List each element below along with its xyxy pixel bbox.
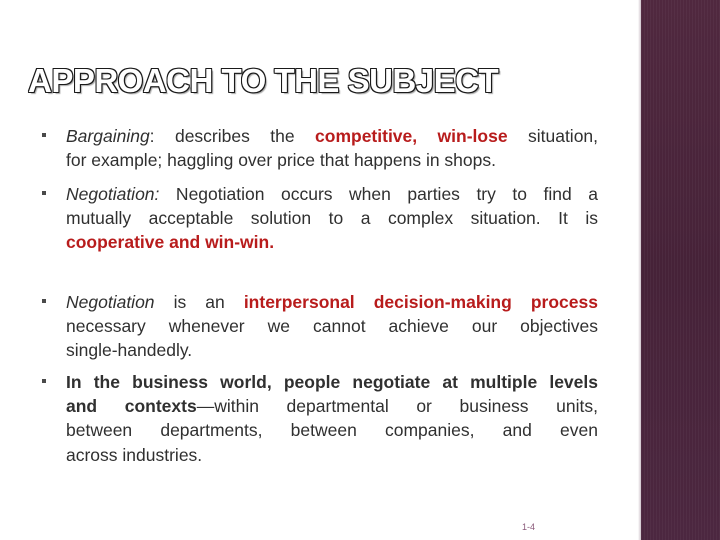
text-segment: is an [154, 292, 244, 312]
bullet-text [66, 370, 598, 467]
bullet-line: across industries. [66, 444, 203, 465]
colon: : [149, 126, 155, 146]
bullet-line: mutually acceptable solution to a complex situation. It is [66, 208, 598, 229]
bullet-line: In the business world, people negotiate at multiple levels [66, 372, 598, 392]
text-segment: Negotiation occurs when parties try to find a [159, 184, 598, 204]
bullet-item-business-world [46, 370, 598, 467]
highlight-cooperative: cooperative and win-win. [66, 232, 275, 253]
bullet-line: between departments, between companies, and even [66, 420, 598, 441]
bullet-text [66, 182, 598, 255]
term-contexts: and contexts [66, 396, 197, 417]
highlight-competitive: competitive, win-lose [315, 126, 508, 146]
side-decorative-bar [641, 0, 720, 540]
text-segment: —within departmental or business units, [196, 396, 598, 417]
bullet-item-negotiation-definition [46, 182, 598, 255]
bullet-marker-icon [42, 133, 46, 137]
bullet-line [66, 290, 598, 314]
term-negotiation: Negotiation: [66, 184, 160, 204]
highlight-decision-process: interpersonal decision-making process [243, 292, 598, 312]
page-number: 1-4 [522, 522, 536, 532]
bullet-line [66, 124, 598, 148]
bullet-text [66, 124, 598, 172]
bullet-text [66, 290, 598, 363]
term-bargaining: Bargaining [66, 126, 150, 146]
text-segment: describes the [154, 126, 316, 146]
slide-title: APPROACH TO THE SUBJECT [28, 62, 499, 99]
bullet-line [66, 394, 598, 418]
bullet-item-negotiation-process [46, 290, 598, 363]
bullet-line: necessary whenever we cannot achieve our objectives [66, 316, 598, 337]
bullet-line: for example; haggling over price that happens in shops. [66, 150, 496, 171]
text-segment: situation, [507, 126, 599, 146]
bullet-marker-icon [42, 379, 46, 383]
bullet-line [66, 182, 598, 206]
bullet-marker-icon [42, 191, 46, 195]
term-negotiation: Negotiation [66, 292, 155, 312]
bullet-line: single-handedly. [66, 340, 193, 361]
bullet-marker-icon [42, 299, 46, 303]
bullet-item-bargaining [46, 124, 598, 172]
